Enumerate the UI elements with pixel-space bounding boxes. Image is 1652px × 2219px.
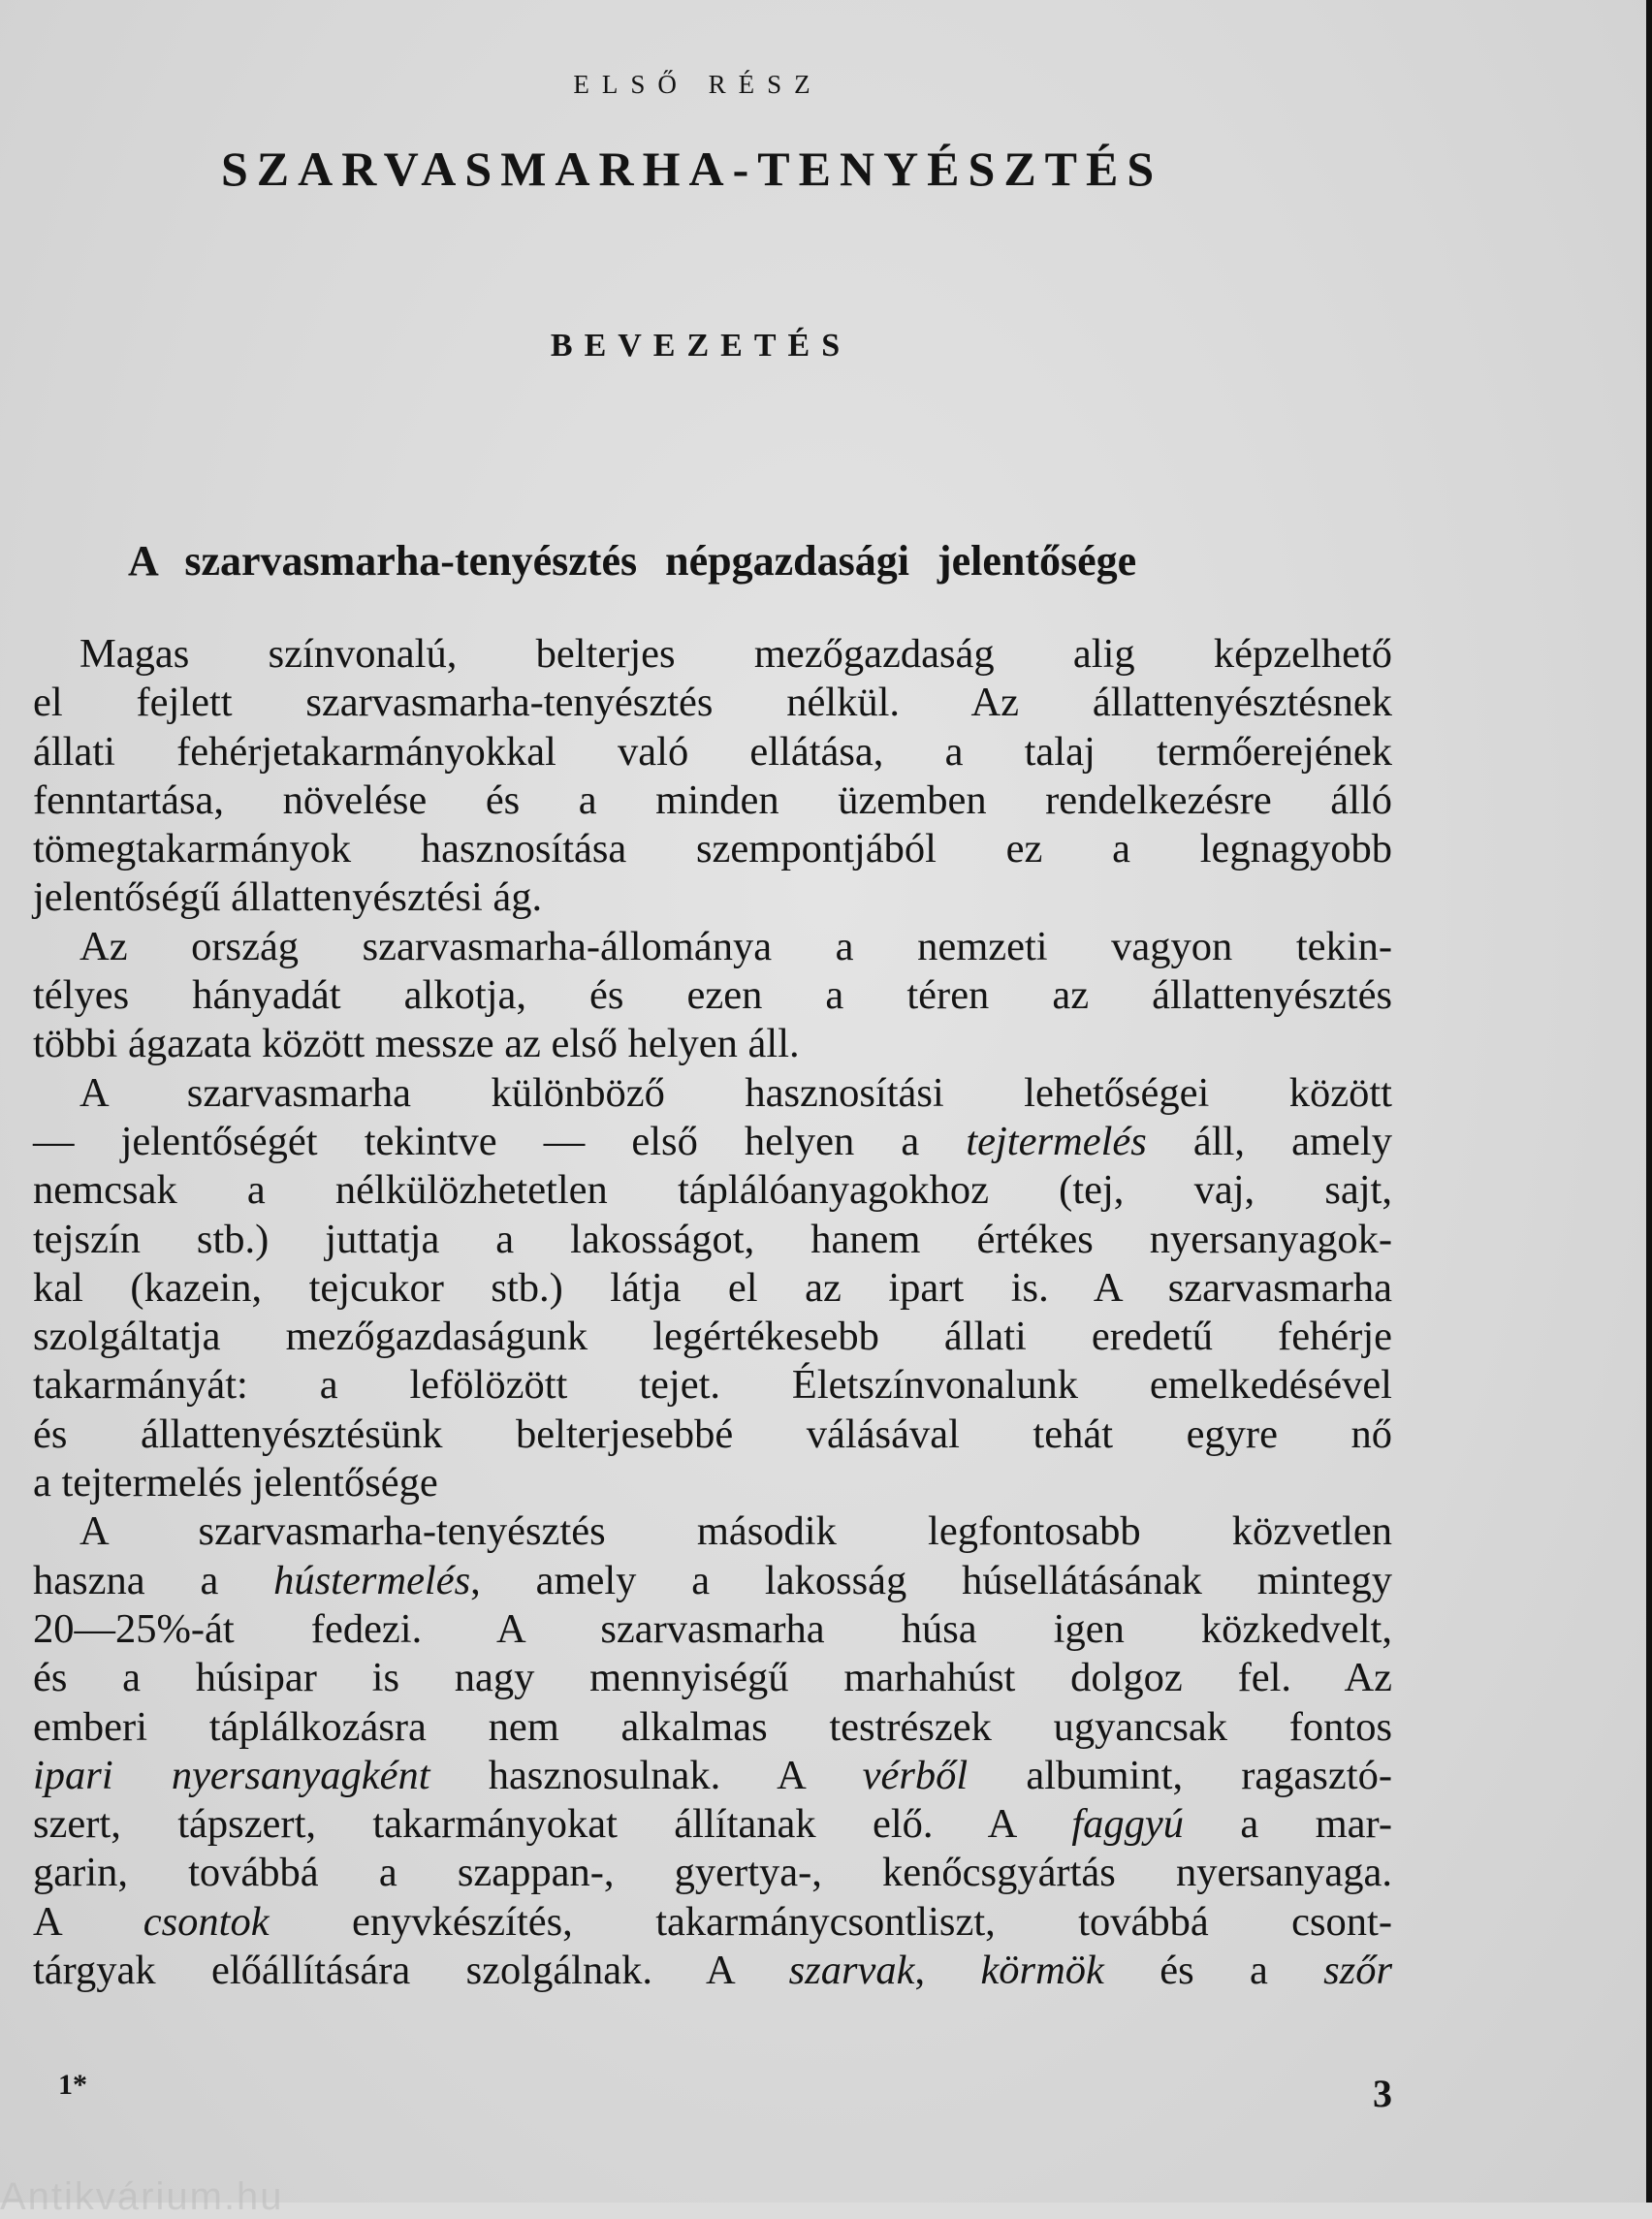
text-line: a tejtermelés jelentősége bbox=[33, 1460, 438, 1506]
text-line: emberi táplálkozásra nem alkalmas testrészek ugyancsak fontos bbox=[33, 1703, 1392, 1750]
text-line: és a húsipar is nagy mennyiségű marhahúst dolgoz fel. Az bbox=[33, 1655, 1392, 1701]
text-segment: , amely a lakosság húsellátásának mintegy bbox=[470, 1557, 1392, 1603]
text-segment: A bbox=[33, 1898, 143, 1945]
text-line: szolgáltatja mezőgazdaságunk legértékesebb állati eredetű fehérje bbox=[33, 1314, 1392, 1360]
italic-term: szarvak bbox=[788, 1948, 915, 1994]
text-line bbox=[33, 1557, 1392, 1605]
text-segment: szert, tápszert, takarmányokat állítanak elő. A bbox=[33, 1801, 1072, 1848]
subsection-title: A szarvasmarha-tenyésztés népgazdasági jelentősége bbox=[128, 537, 1137, 585]
text-line: A szarvasmarha-tenyésztés második legfontosabb közvetlen bbox=[79, 1508, 1392, 1555]
text-segment: albumint, ragasztó- bbox=[968, 1752, 1393, 1798]
text-line: jelentőségű állattenyésztési ág. bbox=[33, 874, 543, 921]
text-line: A szarvasmarha különböző hasznosítási lehetőségei között bbox=[79, 1069, 1392, 1116]
italic-term: szőr bbox=[1323, 1948, 1393, 1994]
text-line: Az ország szarvasmarha-állománya a nemzeti vagyon tekin- bbox=[79, 923, 1392, 969]
section-title: BEVEZETÉS bbox=[550, 328, 852, 364]
text-line: állati fehérjetakarmányokkal való ellátása, a talaj termőerejének bbox=[33, 728, 1392, 775]
text-line: tejszín stb.) juttatja a lakosságot, hanem értékes nyersanyagok- bbox=[33, 1216, 1392, 1262]
text-line: garin, továbbá a szappan-, gyertya-, kenőcsgyártás nyersanyaga. bbox=[33, 1850, 1392, 1896]
italic-term: körmök bbox=[980, 1948, 1104, 1994]
page-number: 3 bbox=[1373, 2072, 1392, 2115]
italic-term: ipari nyersanyagként bbox=[33, 1752, 430, 1798]
part-label: ELSŐ RÉSZ bbox=[573, 70, 823, 99]
text-line: nemcsak a nélkülözhetetlen táplálóanyagokhoz (tej, vaj, sajt, bbox=[33, 1167, 1392, 1214]
text-segment: hasznosulnak. A bbox=[429, 1752, 863, 1798]
text-segment: — jelentőségét tekintve — első helyen a bbox=[33, 1118, 967, 1164]
text-line: tömegtakarmányok hasznosítása szempontjából ez a legnagyobb bbox=[33, 826, 1392, 872]
italic-term: faggyú bbox=[1071, 1801, 1184, 1848]
text-line bbox=[33, 1800, 1392, 1849]
text-line: télyes hányadát alkotja, és ezen a téren az állattenyésztés bbox=[33, 972, 1392, 1019]
text-segment: haszna a bbox=[33, 1557, 274, 1603]
text-line: és állattenyésztésünk belterjesebbé válásával tehát egyre nő bbox=[33, 1411, 1392, 1457]
italic-term: tejtermelés bbox=[966, 1118, 1147, 1164]
text-line: 20—25%-át fedezi. A szarvasmarha húsa igen közkedvelt, bbox=[33, 1605, 1392, 1652]
text-segment: tárgyak előállítására szolgálnak. A bbox=[33, 1948, 789, 1994]
text-line: el fejlett szarvasmarha-tenyésztés nélkül. Az állattenyésztésnek bbox=[33, 680, 1392, 726]
text-line bbox=[33, 1118, 1392, 1166]
text-segment: a mar- bbox=[1183, 1801, 1392, 1848]
text-segment: és a bbox=[1103, 1948, 1324, 1994]
text-line: többi ágazata között messze az első helyen áll. bbox=[33, 1021, 800, 1067]
signature-mark: 1* bbox=[58, 2069, 87, 2101]
main-title: SZARVASMARHA-TENYÉSZTÉS bbox=[221, 142, 1163, 196]
italic-term: vérből bbox=[862, 1752, 969, 1798]
text-segment: áll, amely bbox=[1146, 1118, 1392, 1164]
text-line: kal (kazein, tejcukor stb.) látja el az ipart is. A szarvasmarha bbox=[33, 1264, 1392, 1311]
text-segment: enyvkészítés, takarmánycsontliszt, továbbá csont- bbox=[269, 1898, 1392, 1945]
watermark: Antikvárium.hu bbox=[0, 2175, 284, 2218]
body-text bbox=[33, 630, 1392, 1995]
scan-edge bbox=[1646, 0, 1652, 2203]
text-line: fenntartása, növelése és a minden üzemben rendelkezésre álló bbox=[33, 777, 1392, 823]
text-line bbox=[33, 1898, 1392, 1947]
text-line: Magas színvonalú, belterjes mezőgazdaság alig képzelhető bbox=[79, 631, 1392, 677]
text-line: takarmányát: a lefölözött tejet. Életszínvonalunk emelkedésével bbox=[33, 1362, 1392, 1409]
italic-term: hústermelés bbox=[273, 1557, 471, 1603]
text-line bbox=[33, 1947, 1392, 1995]
text-line bbox=[33, 1752, 1392, 1800]
italic-term: csontok bbox=[143, 1898, 270, 1945]
text-segment: , bbox=[914, 1948, 981, 1994]
